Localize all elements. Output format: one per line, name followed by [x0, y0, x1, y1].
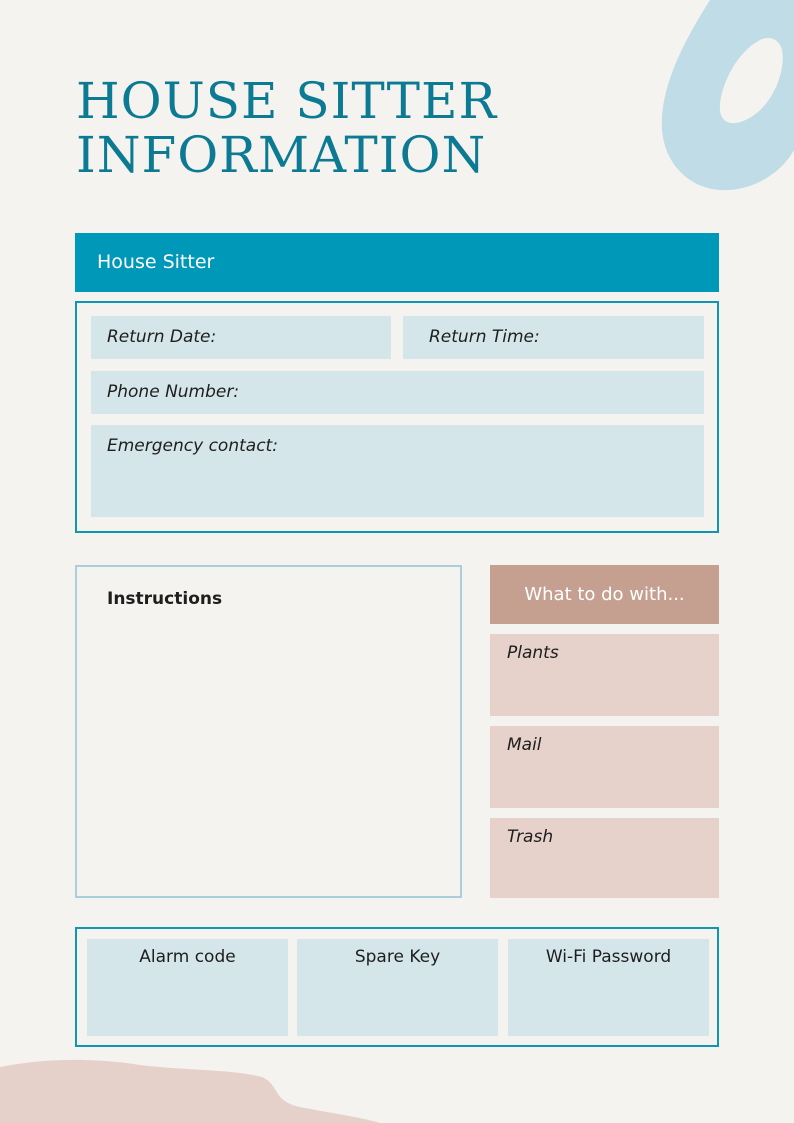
- blue-brush-stroke-decoration: [640, 0, 794, 200]
- title-line-2: INFORMATION: [76, 126, 487, 184]
- alarm-code-field[interactable]: Alarm code: [87, 939, 288, 1036]
- instructions-label: Instructions: [107, 589, 223, 609]
- return-date-field[interactable]: Return Date:: [91, 316, 391, 359]
- emergency-contact-field[interactable]: Emergency contact:: [91, 425, 704, 517]
- title-line-1: HOUSE SITTER: [76, 72, 498, 130]
- plants-field[interactable]: Plants: [490, 634, 719, 716]
- return-time-field[interactable]: Return Time:: [403, 316, 704, 359]
- mail-field[interactable]: Mail: [490, 726, 719, 808]
- pink-brush-stroke-decoration: [0, 1055, 380, 1123]
- instructions-box[interactable]: [75, 565, 462, 898]
- house-sitter-banner: House Sitter: [75, 233, 719, 292]
- spare-key-field[interactable]: Spare Key: [297, 939, 498, 1036]
- trash-field[interactable]: Trash: [490, 818, 719, 898]
- page-title: [76, 74, 497, 182]
- phone-number-field[interactable]: Phone Number:: [91, 371, 704, 414]
- what-to-do-header: What to do with...: [490, 565, 719, 624]
- wifi-password-field[interactable]: Wi-Fi Password: [508, 939, 709, 1036]
